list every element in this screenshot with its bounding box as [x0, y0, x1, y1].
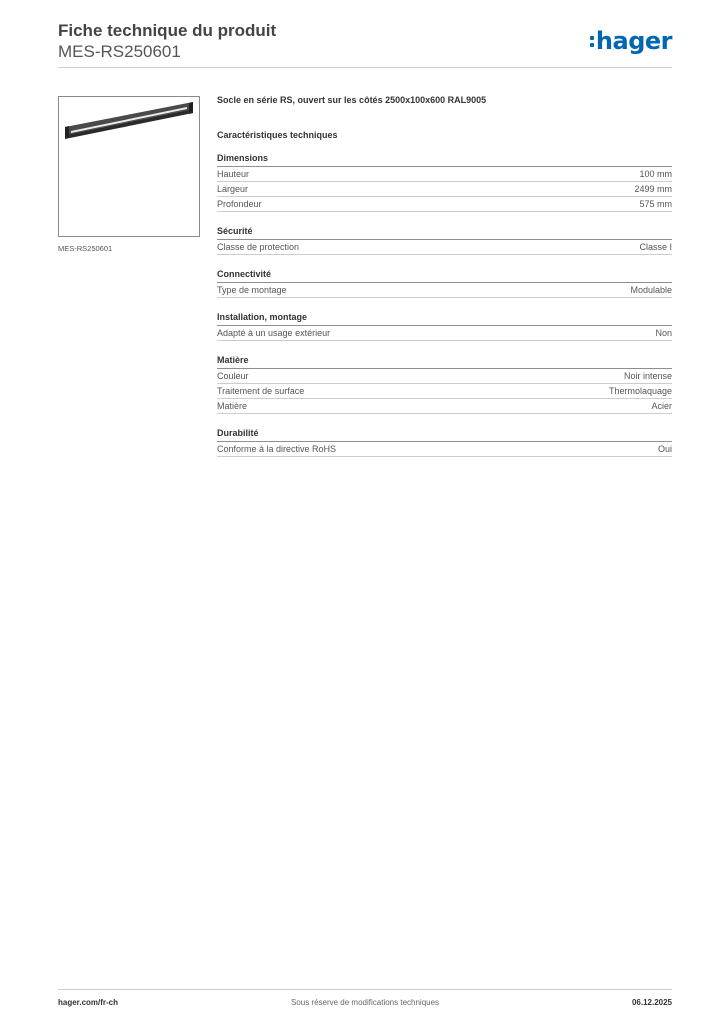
spec-label: Couleur	[217, 371, 249, 381]
product-description: Socle en série RS, ouvert sur les côtés 2500x100x600 RAL9005	[217, 95, 487, 105]
spec-value: Modulable	[630, 285, 672, 295]
spec-value: Classe I	[639, 242, 672, 252]
spec-content	[217, 94, 672, 457]
section-title: Connectivité	[217, 268, 672, 283]
spec-value: 2499 mm	[634, 184, 672, 194]
spec-label: Traitement de surface	[217, 386, 305, 396]
footer-divider	[58, 989, 672, 990]
spec-row	[217, 283, 672, 298]
spec-value: Noir intense	[623, 371, 672, 381]
spec-label: Adapté à un usage extérieur	[217, 328, 331, 338]
image-caption: MES-RS250601	[58, 244, 113, 253]
spec-row	[217, 442, 672, 457]
spec-value: 100 mm	[639, 169, 672, 179]
section-title: Sécurité	[217, 225, 672, 240]
spec-label: Conforme à la directive RoHS	[217, 444, 337, 454]
spec-value: Acier	[651, 401, 672, 411]
logo-dots-icon	[590, 36, 594, 47]
spec-value: Non	[655, 328, 672, 338]
spec-row	[217, 197, 672, 212]
spec-row	[217, 167, 672, 182]
spec-heading: Caractéristiques techniques	[217, 130, 338, 140]
spec-value: Thermolaquage	[608, 386, 672, 396]
base-frame-illustration	[59, 97, 199, 236]
spec-row	[217, 326, 672, 341]
product-reference: MES-RS250601	[58, 42, 181, 61]
document-header	[58, 20, 276, 62]
section-title: Dimensions	[217, 152, 672, 167]
spec-sections	[217, 152, 672, 457]
footer-notice: Sous réserve de modifications techniques	[290, 998, 440, 1007]
spec-label: Type de montage	[217, 285, 287, 295]
spec-label: Profondeur	[217, 199, 262, 209]
section-title: Matière	[217, 354, 672, 369]
footer-date: 06.12.2025	[631, 998, 672, 1007]
spec-value: Oui	[657, 444, 672, 454]
spec-label: Matière	[217, 401, 248, 411]
spec-label: Classe de protection	[217, 242, 300, 252]
section-title: Installation, montage	[217, 311, 672, 326]
spec-label: Hauteur	[217, 169, 250, 179]
spec-row	[217, 182, 672, 197]
footer-website: hager.com/fr-ch	[58, 998, 119, 1007]
spec-row	[217, 399, 672, 414]
logo-text: hager	[595, 27, 672, 55]
page-title: Fiche technique du produit	[58, 21, 277, 40]
spec-value: 575 mm	[639, 199, 672, 209]
hager-logo	[590, 26, 672, 56]
spec-row	[217, 369, 672, 384]
spec-row	[217, 240, 672, 255]
spec-row	[217, 384, 672, 399]
spec-label: Largeur	[217, 184, 249, 194]
product-image	[58, 96, 200, 237]
section-title: Durabilité	[217, 427, 672, 442]
header-divider	[58, 67, 672, 68]
